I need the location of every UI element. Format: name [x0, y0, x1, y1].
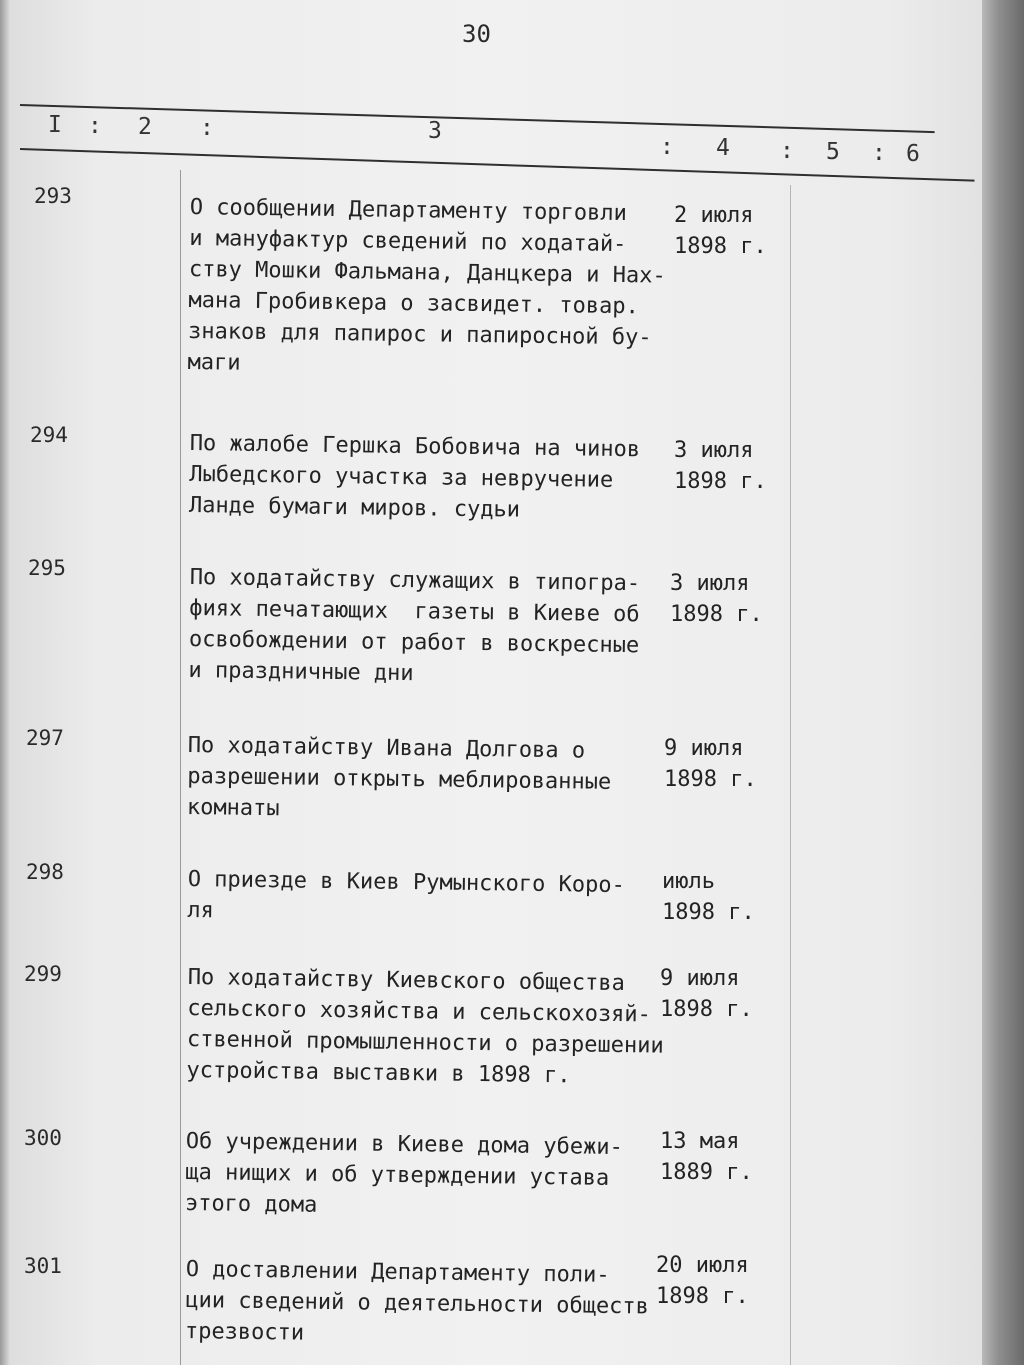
- description-line: О доставлении Департаменту поли-: [185, 1256, 610, 1288]
- entry-date: [660, 1126, 753, 1188]
- column-number-5: 5: [826, 139, 842, 165]
- entry-number: 295: [28, 556, 66, 580]
- description-line: ству Мошки Фальмана, Данцкера и Нах-: [188, 256, 666, 289]
- entry-date: [656, 1250, 749, 1312]
- date-line: 1898 г.: [660, 997, 753, 1022]
- description-line: и праздничные дни: [188, 657, 414, 687]
- date-line: июль: [662, 869, 715, 894]
- date-line: 13 мая: [660, 1129, 740, 1154]
- column-divider: [790, 185, 791, 1365]
- description-line: фиях печатающих газеты в Киеве об: [189, 595, 640, 628]
- description-line: устройства выставки в 1898 г.: [186, 1057, 571, 1089]
- page-left-shadow: [0, 0, 10, 1365]
- date-line: 1898 г.: [674, 469, 767, 494]
- column-separator: :: [88, 113, 104, 139]
- column-number-3: 3: [428, 118, 444, 144]
- description-line: Лыбедского участка за невручение: [189, 461, 614, 493]
- description-line: трезвости: [184, 1318, 305, 1346]
- date-line: 20 июля: [656, 1253, 749, 1278]
- page-right-shadow: [982, 0, 1024, 1365]
- entry-number: 301: [24, 1254, 62, 1278]
- description-line: По ходатайству служащих в типогра-: [189, 564, 641, 597]
- column-number-2: 2: [138, 114, 154, 140]
- entry-number: 294: [30, 423, 68, 447]
- description-line: По жалобе Гершка Бобовича на чинов: [189, 430, 641, 463]
- date-line: 3 июля: [674, 438, 754, 463]
- description-line: маги: [187, 349, 241, 376]
- entry-number: 300: [24, 1126, 62, 1150]
- column-number-4: 4: [716, 135, 732, 161]
- entry-date: [674, 200, 767, 262]
- entry-date: [664, 733, 757, 795]
- entry-date: [674, 435, 767, 497]
- entry-number: 299: [24, 962, 62, 986]
- description-line: Ланде бумаги миров. судьи: [188, 492, 521, 523]
- description-line: ща нищих и об утверждении устава: [185, 1159, 610, 1191]
- date-line: 1898 г.: [674, 234, 767, 259]
- entry-description: [187, 864, 625, 932]
- date-line: 2 июля: [674, 203, 754, 228]
- header-top-rule: [20, 104, 935, 133]
- entry-description: [187, 730, 612, 829]
- description-line: О приезде в Киев Румынского Коро-: [187, 866, 626, 899]
- date-line: 1889 г.: [660, 1160, 753, 1185]
- description-line: этого дома: [184, 1190, 318, 1218]
- column-number-1: I: [48, 112, 64, 138]
- date-line: 1898 г.: [656, 1284, 749, 1309]
- column-separator: :: [660, 134, 676, 160]
- column-separator: :: [872, 140, 888, 166]
- column-separator: :: [780, 138, 796, 164]
- date-line: 1898 г.: [670, 602, 763, 627]
- description-line: Об учреждении в Киеве дома убежи-: [185, 1128, 624, 1161]
- description-line: О сообщении Департаменту торговли: [189, 194, 628, 227]
- description-line: комнаты: [186, 794, 280, 822]
- entry-description: [189, 428, 641, 527]
- page-number: 30: [462, 20, 491, 48]
- entry-number: 293: [34, 184, 72, 208]
- description-line: ции сведений о деятельности обществ: [185, 1287, 650, 1320]
- entry-number: 297: [26, 726, 64, 750]
- description-line: знаков для папирос и папиросной бу-: [187, 318, 652, 351]
- description-line: мана Гробивкера о засвидет. товар.: [188, 287, 639, 320]
- entry-description: [186, 962, 665, 1093]
- date-line: 9 июля: [660, 966, 740, 991]
- description-line: и мануфактур сведений по ходатай-: [189, 225, 627, 258]
- entry-date: [660, 963, 753, 1025]
- description-line: разрешении открыть меблированные: [187, 763, 612, 795]
- entry-number: 298: [26, 860, 64, 884]
- entry-description: [187, 192, 666, 385]
- date-line: 1898 г.: [664, 767, 757, 792]
- description-line: освобождении от работ в воскресные: [188, 626, 640, 659]
- entry-description: [185, 1126, 623, 1225]
- date-line: 1898 г.: [662, 900, 755, 925]
- date-line: 3 июля: [670, 571, 750, 596]
- entry-description: [185, 1254, 650, 1353]
- description-line: сельского хозяйства и сельскохозяй-: [187, 995, 652, 1028]
- entry-date: [662, 866, 755, 928]
- column-number-6: 6: [906, 141, 922, 167]
- description-line: По ходатайству Ивана Долгова о: [187, 732, 586, 764]
- column-divider: [180, 170, 181, 1365]
- description-line: ля: [187, 897, 215, 924]
- date-line: 9 июля: [664, 736, 744, 761]
- entry-date: [670, 568, 763, 630]
- description-line: По ходатайству Киевского общества: [187, 964, 626, 997]
- column-separator: :: [200, 115, 216, 141]
- description-line: ственной промышленности о разрешении: [186, 1026, 664, 1059]
- entry-description: [188, 562, 640, 692]
